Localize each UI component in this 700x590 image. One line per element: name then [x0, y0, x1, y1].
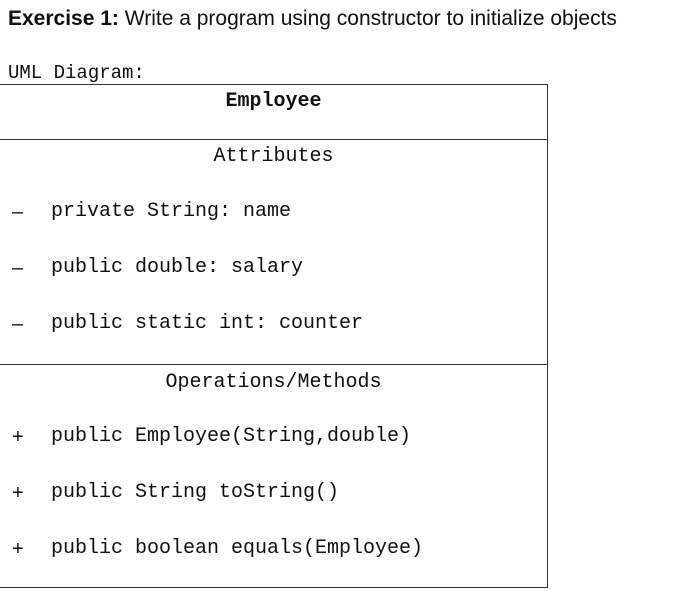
exercise-heading — [8, 0, 617, 38]
class-name: Employee — [0, 85, 547, 140]
visibility-private-symbol: – — [12, 313, 24, 335]
attribute-text: public double: salary — [51, 256, 304, 279]
attribute-text: public static int: counter — [51, 312, 364, 335]
operation-text: public String toString() — [51, 481, 340, 504]
exercise-text: Write a program using constructor to initialize objects — [118, 7, 617, 30]
visibility-public-symbol: + — [12, 538, 24, 560]
visibility-public-symbol: + — [12, 426, 24, 448]
operations-title: Operations/Methods — [165, 371, 382, 394]
attributes-title: Attributes — [213, 145, 334, 168]
operations-divider — [0, 364, 547, 365]
visibility-public-symbol: + — [12, 482, 24, 504]
operation-row — [0, 420, 547, 454]
visibility-private-symbol: – — [12, 201, 24, 223]
operation-row — [0, 476, 547, 510]
visibility-private-symbol: – — [12, 257, 24, 279]
attribute-row — [0, 195, 547, 229]
exercise-label: Exercise 1: — [8, 7, 119, 30]
operation-text: public boolean equals(Employee) — [51, 537, 424, 560]
attribute-text: private String: name — [51, 200, 292, 223]
uml-caption: UML Diagram: — [8, 62, 145, 84]
operation-text: public Employee(String,double) — [51, 425, 412, 448]
operation-row — [0, 532, 547, 566]
attribute-row — [0, 251, 547, 285]
uml-class-box — [0, 84, 548, 588]
attribute-row — [0, 307, 547, 341]
